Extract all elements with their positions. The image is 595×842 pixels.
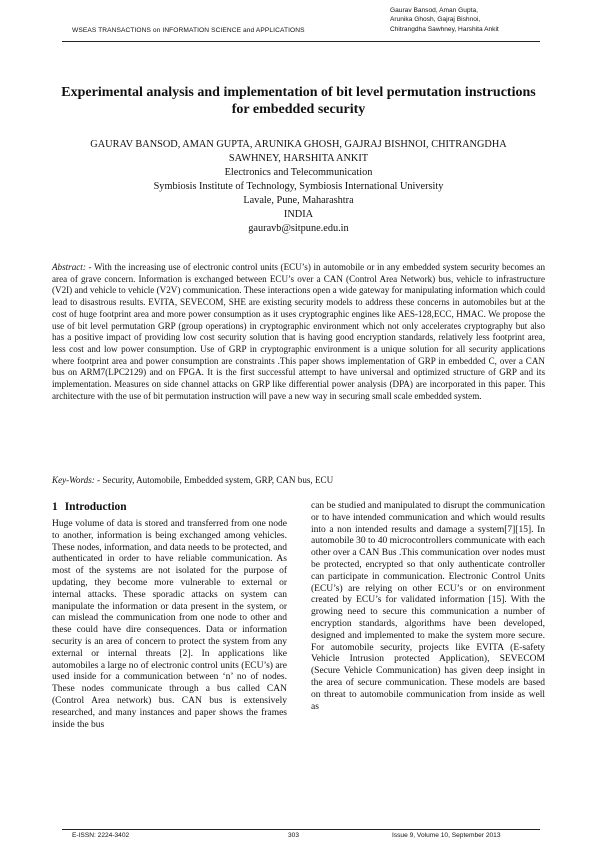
footer-issn: E-ISSN: 2224-3402 <box>72 832 130 839</box>
keywords <box>52 475 545 487</box>
body-column-right: can be studied and manipulated to disrupt the communication or to have intended communication and which would results into a non intended results and damage a system[7][15]. In automobile 30 to 40 microcontrollers communicate with each other over a CAN Bus .This communication over nodes must be protected, encrypted so that only authenticate controller can participate in communication. Electronic Control Units (ECU’s) are relying on other ECU’s or on environment created by ECU’s for validated information [15]. With the growing need to secure this communication a number of encryption standards, algorithms have been developed, designed and implemented to make the system more secure. For automobile security, projects like EVITA (E-safety Vehicle Intrusion protected Application), SEVECOM (Secure Vehicle Communication) has given deep insight in the area of secure communication. These models are based on threat to automobile communication from inside as well as <box>311 501 546 712</box>
header-author-line: Chitrangdha Sawhney, Harshita Ankit <box>390 25 499 33</box>
section-title: Introduction <box>64 501 127 513</box>
footer-page-number: 303 <box>288 832 300 839</box>
abstract-label: Abstract: <box>52 262 86 272</box>
body-column-left: Huge volume of data is stored and transferred from one node to another, information is being exchanged among vehicles. These nodes, information, and data needs to be protected, and authenticated in order to have reliable communication. As most of the systems are not isolated for the purpose of updating, they become more vulnerable to external or internal attacks. These sporadic attacks on system can manipulate the information or data present in the system, or can mislead the communication from one node to other and these could have dire consequences. Data or information security is an area of concern to protect the system from any external or internal threats [2]. In applications like automobiles a large no of electronic control units (ECU’s) are used inside for a communication between ‘n’ no of nodes. These nodes communicate through a bus called CAN (Control Area network) bus. CAN bus is extensively researched, and many instances and paper shows the frames inside the bus <box>52 519 287 730</box>
keywords-text: - Security, Automobile, Embedded system, GRP, CAN bus, ECU <box>94 475 334 485</box>
department: Electronics and Telecommunication <box>224 167 373 178</box>
footer-rule <box>62 829 540 830</box>
keywords-label: Key-Words: <box>52 475 95 485</box>
running-header-journal: WSEAS TRANSACTIONS on INFORMATION SCIENCE and APPLICATIONS <box>72 27 305 34</box>
country: INDIA <box>283 209 314 220</box>
footer-issue: Issue 9, Volume 10, September 2013 <box>392 832 501 839</box>
header-rule <box>62 41 540 42</box>
address: Lavale, Pune, Maharashtra <box>243 195 354 206</box>
abstract-text: - With the increasing use of electronic control units (ECU’s) in automobile or in any embedded system security becomes an area of grave concern. Information is exchanged between ECU’s over a CAN (Control Area Network) bus, vehicle to infrastructure (V2I) and vehicle to vehicle (V2V) communication. These interactions open a wide gateway for manipulating information which could lead to disastrous results. EVITA, SEVECOM, SHE are existing security models to address these concerns in automobiles but at the cost of huge footprint area and more power consumption as it uses cryptographic engines like AES-128,ECC, HMAC. We propose the use of bit level permutation GRP (group operations) in cryptographic environment which not only accelerates cryptography but also has a positive impact of providing low cost security solution that is having good encryption standards, relatively less footprint area, less cost and low power consumption. Use of GRP in cryptographic environment is a unique solution for all security applications where footprint area and power consumption are constraints .This paper shows implementation of GRP in embedded C, over a CAN bus on ARM7(LPC2129) and on FPGA. It is the first successful attempt to have universal and optimized structure of GRP and its implementation. Measures on side channel attacks on GRP like differential power analysis (DPA) are incorporated in this paper. This architecture with the use of bit permutation instruction will pave a new way in securing small scale embedded system. <box>52 262 545 401</box>
author-block <box>40 138 557 236</box>
email: gauravb@sitpune.edu.in <box>248 223 349 234</box>
paper-title: Experimental analysis and implementation of bit level permutation instructions for embedded security <box>61 85 536 117</box>
author-names-cont: SAWHNEY, HARSHITA ANKIT <box>228 153 369 164</box>
institute: Symbiosis Institute of Technology, Symbiosis International University <box>153 181 444 192</box>
running-header-authors <box>390 6 540 34</box>
section-heading <box>52 501 134 513</box>
header-author-line: Gaurav Bansod, Aman Gupta, <box>390 7 478 14</box>
abstract <box>52 262 545 402</box>
author-names: GAURAV BANSOD, AMAN GUPTA, ARUNIKA GHOSH, GAJRAJ BISHNOI, CHITRANGDHA <box>90 139 507 150</box>
section-number: 1 <box>52 501 58 513</box>
header-author-line: Arunika Ghosh, Gajraj Bishnoi, <box>390 16 481 24</box>
